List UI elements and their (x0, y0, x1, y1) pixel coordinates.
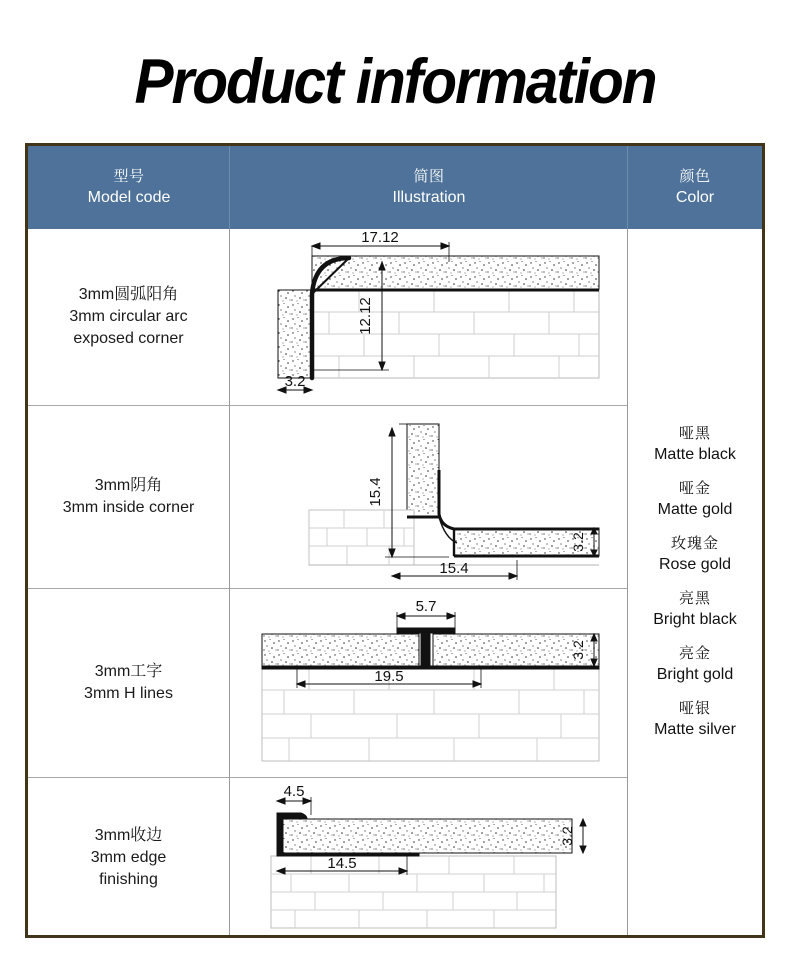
model-code-en-4a: 3mm edge (90, 849, 167, 866)
dimension-label-thickness-row1: 3.2 (284, 373, 305, 390)
color-option-rose-gold-cn: 玫瑰金 (670, 535, 719, 552)
table-row (28, 589, 229, 778)
table-row (28, 406, 229, 589)
color-option-bright-black (653, 589, 737, 630)
color-option-matte-gold (658, 479, 733, 520)
dimension-label-vertical-row2: 15.4 (366, 476, 384, 507)
color-column (628, 229, 762, 935)
model-code-cn-2: 3mm阴角 (94, 477, 163, 494)
color-option-matte-gold-cn: 哑金 (678, 480, 711, 497)
column-header-model-code-en: Model code (87, 189, 171, 206)
color-option-bright-gold-cn: 亮金 (678, 645, 711, 662)
dimension-label-thickness-row2: 3.2 (569, 531, 586, 552)
color-option-matte-silver-cn: 哑银 (678, 700, 711, 717)
model-code-cn-4: 3mm收边 (94, 827, 163, 844)
diagram-edge-finishing (249, 781, 609, 936)
column-header-illustration-en: Illustration (392, 189, 466, 206)
model-code-cell-1 (69, 284, 187, 350)
color-option-bright-black-en: Bright black (653, 611, 737, 628)
column-header-color (628, 146, 762, 229)
diagram-inside-corner (249, 410, 609, 585)
model-code-cell-4 (91, 825, 167, 891)
dimension-label-thickness-row3: 3.2 (569, 639, 586, 660)
diagram-h-lines (249, 596, 609, 771)
dimension-label-thickness-row4: 3.2 (558, 825, 575, 846)
model-code-en-4b: finishing (99, 871, 158, 888)
dimension-label-cap-width-row3: 5.7 (415, 597, 436, 615)
column-header-illustration (230, 146, 628, 229)
color-option-rose-gold (659, 534, 731, 575)
column-header-model-code-cn: 型号 (113, 168, 145, 185)
dimension-label-width-row1: 17.12 (360, 232, 399, 246)
model-code-cn-3: 3mm工字 (94, 663, 163, 680)
dimension-label-lip-row4: 4.5 (283, 782, 304, 800)
product-information-table (25, 143, 765, 938)
table-row (230, 589, 627, 778)
table-row (28, 229, 229, 406)
model-code-cn-1: 3mm圆弧阳角 (78, 286, 179, 303)
column-header-color-cn: 颜色 (679, 168, 711, 185)
table-row (230, 406, 627, 589)
dimension-label-height-row1: 12.12 (356, 297, 374, 335)
model-code-en-1b: exposed corner (73, 330, 184, 347)
color-option-bright-gold-en: Bright gold (656, 666, 734, 683)
page-title: Product information (134, 47, 656, 117)
color-option-matte-black-cn: 哑黑 (678, 425, 711, 442)
model-code-en-2a: 3mm inside corner (62, 499, 195, 516)
column-header-illustration-cn: 简图 (413, 168, 445, 185)
color-option-rose-gold-en: Rose gold (658, 556, 732, 573)
color-option-matte-silver (654, 699, 736, 740)
color-option-bright-gold (657, 644, 734, 685)
color-option-matte-gold-en: Matte gold (657, 501, 733, 518)
color-option-matte-black (654, 424, 736, 465)
diagram-circular-arc-exposed-corner (249, 232, 609, 402)
color-option-bright-black-cn: 亮黑 (678, 590, 711, 607)
model-code-cell-3 (84, 661, 173, 705)
model-code-cell-2 (63, 475, 195, 519)
table-row (230, 778, 627, 938)
dimension-label-length-row4: 14.5 (326, 854, 357, 872)
column-header-color-en: Color (675, 189, 715, 206)
color-option-matte-silver-en: Matte silver (654, 721, 736, 738)
model-code-en-1a: 3mm circular arc (69, 308, 188, 325)
table-header-row (28, 146, 762, 229)
column-header-model-code (28, 146, 230, 229)
table-body (28, 229, 762, 935)
dimension-label-horizontal-row2: 15.4 (438, 559, 469, 577)
color-option-matte-black-en: Matte black (654, 446, 736, 463)
table-row (230, 229, 627, 406)
dimension-label-base-width-row3: 19.5 (373, 667, 404, 685)
model-code-column (28, 229, 230, 935)
illustration-column (230, 229, 628, 935)
table-row (28, 778, 229, 938)
model-code-en-3a: 3mm H lines (84, 685, 173, 702)
